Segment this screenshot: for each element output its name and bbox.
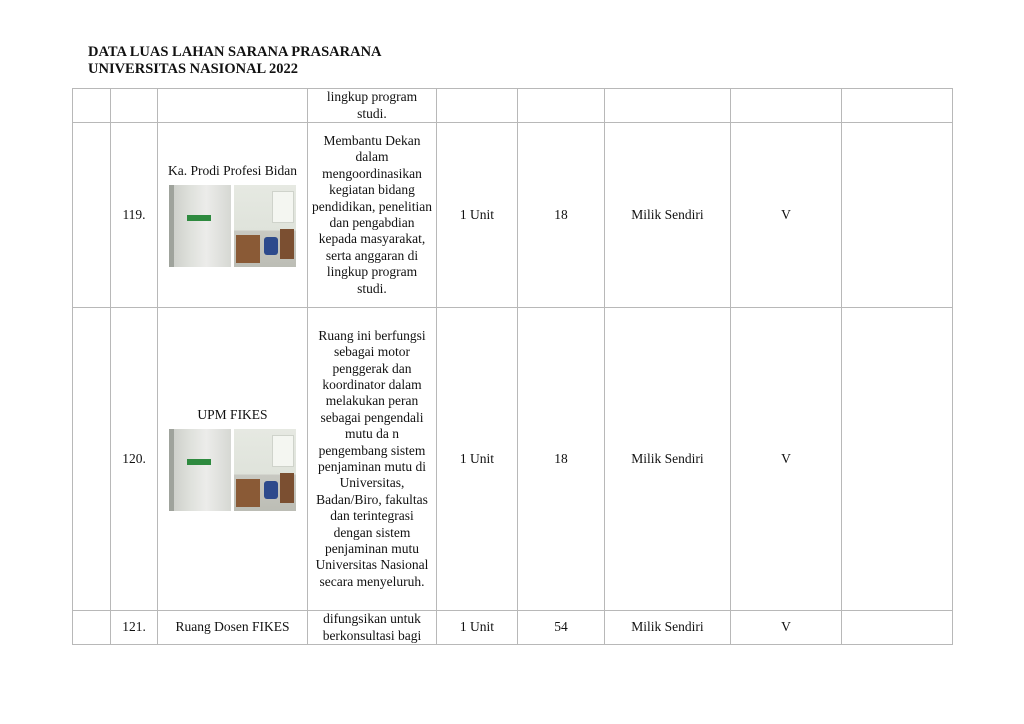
room-photos — [162, 185, 303, 267]
description-cell: difungsikan untuk berkonsultasi bagi — [308, 611, 437, 645]
empty-cell — [842, 611, 953, 645]
empty-cell — [73, 611, 111, 645]
area-cell — [518, 89, 605, 123]
room-name-cell — [158, 308, 308, 611]
check-cell — [731, 89, 842, 123]
table-row — [73, 123, 953, 308]
description-cell: lingkup program studi. — [308, 89, 437, 123]
quantity-cell: 1 Unit — [437, 611, 518, 645]
check-cell: V — [731, 123, 842, 308]
empty-cell — [73, 89, 111, 123]
room-photos — [162, 429, 303, 511]
title-line-2: UNIVERSITAS NASIONAL 2022 — [88, 61, 299, 77]
door-photo — [169, 429, 231, 511]
check-cell: V — [731, 308, 842, 611]
check-cell: V — [731, 611, 842, 645]
ownership-cell: Milik Sendiri — [605, 123, 731, 308]
office-room-photo — [234, 185, 296, 267]
document-title — [88, 44, 382, 78]
facilities-table — [72, 88, 953, 645]
description-cell: Ruang ini berfungsi sebagai motor penggerak dan koordinator dalam melakukan peran sebagai pengendali mutu da n pengembang sistem penjaminan mutu di Universitas, Badan/Biro, fakultas dan terintegrasi dengan sistem penjaminan mutu Universitas Nasional secara menyeluruh. — [308, 308, 437, 611]
area-cell: 54 — [518, 611, 605, 645]
empty-cell — [842, 89, 953, 123]
table-row — [73, 611, 953, 645]
row-number — [111, 89, 158, 123]
ownership-cell: Milik Sendiri — [605, 611, 731, 645]
row-number: 121. — [111, 611, 158, 645]
room-name: UPM FIKES — [197, 406, 268, 422]
empty-cell — [842, 308, 953, 611]
description-cell: Membantu Dekan dalam mengoordinasikan kegiatan bidang pendidikan, penelitian dan pengabdian kepada masyarakat, serta anggaran di lingkup program studi. — [308, 123, 437, 308]
quantity-cell: 1 Unit — [437, 308, 518, 611]
office-room-photo — [234, 429, 296, 511]
ownership-cell: Milik Sendiri — [605, 308, 731, 611]
row-number: 119. — [111, 123, 158, 308]
ownership-cell — [605, 89, 731, 123]
empty-cell — [73, 308, 111, 611]
room-name-cell — [158, 123, 308, 308]
quantity-cell — [437, 89, 518, 123]
room-name: Ka. Prodi Profesi Bidan — [168, 162, 297, 178]
area-cell: 18 — [518, 308, 605, 611]
title-line-1: DATA LUAS LAHAN SARANA PRASARANA — [88, 44, 382, 60]
area-cell: 18 — [518, 123, 605, 308]
quantity-cell: 1 Unit — [437, 123, 518, 308]
room-name-cell — [158, 89, 308, 123]
table-row — [73, 308, 953, 611]
empty-cell — [842, 123, 953, 308]
row-number: 120. — [111, 308, 158, 611]
room-name-cell: Ruang Dosen FIKES — [158, 611, 308, 645]
table-row — [73, 89, 953, 123]
door-photo — [169, 185, 231, 267]
empty-cell — [73, 123, 111, 308]
